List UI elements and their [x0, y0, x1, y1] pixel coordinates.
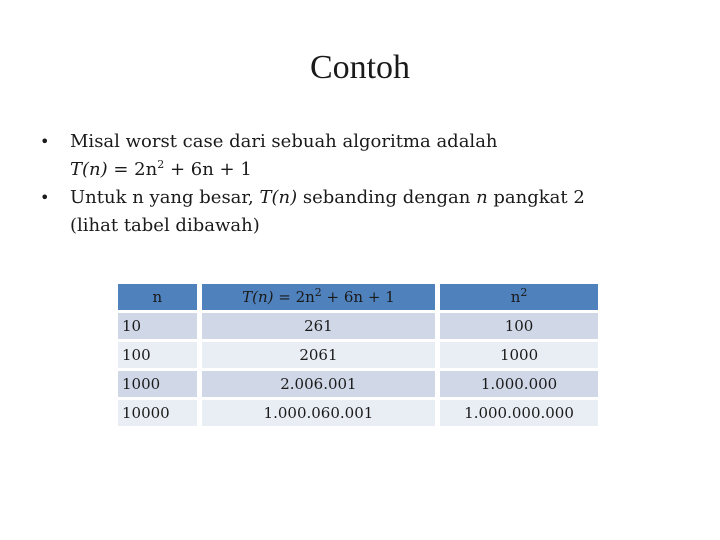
bullet-2-line-1 — [70, 184, 690, 212]
header-tn-part-b: + 6n + 1 — [321, 288, 395, 306]
cell-n-squared: 1.000.000 — [440, 371, 598, 397]
bullet-1-line-1: Misal worst case dari sebuah algoritma adalah — [70, 131, 498, 152]
bullet-list — [40, 128, 690, 240]
bullet-item-1 — [40, 128, 690, 184]
cell-tn: 2061 — [202, 342, 436, 368]
header-n2-exponent: 2 — [520, 286, 528, 299]
cell-n-squared: 100 — [440, 313, 598, 339]
bullet-1-line-2 — [70, 156, 690, 184]
formula-part-b: + 6n + 1 — [164, 159, 252, 180]
table-row — [118, 342, 598, 368]
cell-n: 10 — [118, 313, 197, 339]
header-n-squared — [440, 284, 598, 310]
header-tn — [202, 284, 436, 310]
cell-n: 10000 — [118, 400, 197, 426]
table-row — [118, 371, 598, 397]
comparison-table-wrap — [118, 281, 598, 429]
header-tn-exponent: 2 — [314, 286, 322, 299]
table-row — [118, 313, 598, 339]
bullet-item-2 — [40, 184, 690, 240]
bullet-2-part-c: sebanding dengan — [297, 187, 477, 208]
comparison-table — [118, 281, 598, 429]
bullet-2-n: n — [476, 187, 488, 208]
formula-part-a: = 2n — [107, 159, 158, 180]
cell-tn: 1.000.060.001 — [202, 400, 436, 426]
bullet-2-tn: T(n) — [259, 187, 298, 208]
header-tn-italic: T(n) — [242, 288, 274, 306]
bullet-2-part-a: Untuk n yang besar, — [70, 187, 260, 208]
cell-n-squared: 1.000.000.000 — [440, 400, 598, 426]
slide-title: Contoh — [309, 49, 411, 86]
bullet-dot-icon: • — [40, 132, 50, 151]
bullet-2-part-e: pangkat 2 — [487, 187, 585, 208]
cell-n: 1000 — [118, 371, 197, 397]
cell-n: 100 — [118, 342, 197, 368]
cell-tn: 261 — [202, 313, 436, 339]
cell-tn: 2.006.001 — [202, 371, 436, 397]
table-header-row — [118, 284, 598, 310]
formula-exponent: 2 — [157, 158, 165, 171]
header-n: n — [118, 284, 197, 310]
header-n2-base: n — [510, 288, 521, 306]
table-row — [118, 400, 598, 426]
bullet-2-line-2: (lihat tabel dibawah) — [70, 215, 260, 236]
header-tn-part-a: = 2n — [273, 288, 315, 306]
formula-tn: T(n) — [70, 159, 108, 180]
bullet-dot-icon: • — [40, 188, 50, 207]
cell-n-squared: 1000 — [440, 342, 598, 368]
